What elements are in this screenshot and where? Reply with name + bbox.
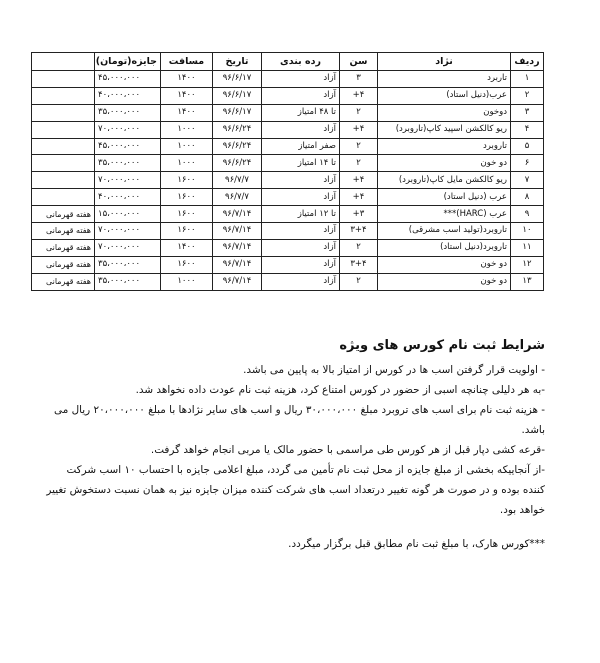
terms-item: -قرعه کشی دپار قبل از هر کورس طی مراسمی با حضور مالک یا مربی انجام خواهد گرفت. — [150, 444, 545, 456]
cell-row-number: ۱۱ — [511, 239, 544, 256]
table-row — [32, 87, 544, 104]
cell-age: ۳ — [340, 71, 378, 88]
header-row-number: ردیف — [511, 53, 544, 71]
cell-notes — [32, 138, 95, 155]
cell-distance: ۱۰۰۰ — [161, 273, 213, 290]
table-row — [32, 172, 544, 189]
table-row — [32, 71, 544, 88]
cell-distance: ۱۴۰۰ — [161, 239, 213, 256]
table-row — [32, 239, 544, 256]
cell-prize: ۷۰،۰۰۰،۰۰۰ — [95, 239, 161, 256]
cell-age: ۲ — [340, 273, 378, 290]
cell-notes: هفته قهرمانی — [32, 256, 95, 273]
cell-age: ۴+ — [340, 121, 378, 138]
cell-date: ۹۶/۷/۷ — [213, 172, 262, 189]
cell-date: ۹۶/۶/۱۷ — [213, 87, 262, 104]
header-prize: جایزه(تومان) — [95, 53, 161, 71]
cell-row-number: ۸ — [511, 189, 544, 206]
cell-class: آزاد — [262, 71, 340, 88]
cell-distance: ۱۴۰۰ — [161, 71, 213, 88]
cell-prize: ۱۵،۰۰۰،۰۰۰ — [95, 206, 161, 223]
cell-age: ۳+ — [340, 206, 378, 223]
header-age: سن — [340, 53, 378, 71]
table-row — [32, 138, 544, 155]
cell-date: ۹۶/۶/۲۴ — [213, 121, 262, 138]
cell-breed: عرب(دنیل استاد) — [378, 87, 511, 104]
cell-notes — [32, 172, 95, 189]
cell-notes — [32, 104, 95, 121]
race-schedule-table-container — [31, 52, 543, 291]
cell-distance: ۱۰۰۰ — [161, 121, 213, 138]
cell-breed: تاروبرد(تولید اسب مشرقی) — [378, 223, 511, 240]
cell-class: تا ۱۴ امتیاز — [262, 155, 340, 172]
cell-breed: دو خون — [378, 256, 511, 273]
cell-row-number: ۱۰ — [511, 223, 544, 240]
cell-prize: ۳۵،۰۰۰،۰۰۰ — [95, 104, 161, 121]
cell-date: ۹۶/۷/۱۴ — [213, 206, 262, 223]
cell-prize: ۴۵،۰۰۰،۰۰۰ — [95, 71, 161, 88]
table-row — [32, 121, 544, 138]
cell-prize: ۳۵،۰۰۰،۰۰۰ — [95, 155, 161, 172]
header-notes — [32, 53, 95, 71]
cell-class: آزاد — [262, 239, 340, 256]
cell-distance: ۱۶۰۰ — [161, 206, 213, 223]
terms-title: شرایط ثبت نام کورس های ویژه — [339, 338, 545, 353]
header-breed: نژاد — [378, 53, 511, 71]
cell-breed: تاروبرد — [378, 138, 511, 155]
terms-item: -از آنجاییکه بخشی از مبلغ جایزه از محل ثبت نام تأمین می گردد، مبلغ اعلامی جایزه با احتساب ۱۰ اسب شرکت کننده بوده و در صورت هر گونه تغییر درتعداد اسب های شرکت کننده میزان جایزه نیز به همان نسبت دستخوش تغییر خواهد بود. — [46, 464, 545, 516]
cell-notes — [32, 71, 95, 88]
header-distance: مسافت — [161, 53, 213, 71]
cell-prize: ۴۰،۰۰۰،۰۰۰ — [95, 87, 161, 104]
cell-prize: ۴۰،۰۰۰،۰۰۰ — [95, 189, 161, 206]
cell-breed: دوخون — [378, 104, 511, 121]
cell-breed: دو خون — [378, 273, 511, 290]
cell-notes — [32, 189, 95, 206]
table-row — [32, 189, 544, 206]
cell-age: ۲ — [340, 155, 378, 172]
cell-class: آزاد — [262, 121, 340, 138]
cell-prize: ۳۵،۰۰۰،۰۰۰ — [95, 256, 161, 273]
cell-row-number: ۷ — [511, 172, 544, 189]
cell-date: ۹۶/۶/۲۴ — [213, 155, 262, 172]
cell-age: ۳+۴ — [340, 223, 378, 240]
cell-class: تا ۴۸ امتیاز — [262, 104, 340, 121]
cell-distance: ۱۶۰۰ — [161, 189, 213, 206]
cell-prize: ۷۰،۰۰۰،۰۰۰ — [95, 172, 161, 189]
race-schedule-table — [31, 52, 544, 291]
table-row — [32, 155, 544, 172]
cell-breed: دو خون — [378, 155, 511, 172]
cell-age: ۴+ — [340, 87, 378, 104]
cell-date: ۹۶/۷/۱۴ — [213, 223, 262, 240]
cell-class: آزاد — [262, 172, 340, 189]
cell-date: ۹۶/۷/۷ — [213, 189, 262, 206]
cell-date: ۹۶/۶/۲۴ — [213, 138, 262, 155]
table-row — [32, 206, 544, 223]
cell-row-number: ۱ — [511, 71, 544, 88]
cell-notes: هفته قهرمانی — [32, 239, 95, 256]
cell-date: ۹۶/۶/۱۷ — [213, 104, 262, 121]
harc-footnote: ***کورس هارک، با مبلغ ثبت نام مطابق قبل برگزار میگردد. — [288, 538, 545, 550]
cell-breed: عرب (دنیل استاد) — [378, 189, 511, 206]
cell-distance: ۱۴۰۰ — [161, 87, 213, 104]
cell-age: ۲ — [340, 138, 378, 155]
header-class: رده بندی — [262, 53, 340, 71]
cell-row-number: ۹ — [511, 206, 544, 223]
cell-age: ۴+ — [340, 172, 378, 189]
cell-class: آزاد — [262, 223, 340, 240]
table-row — [32, 273, 544, 290]
cell-class: آزاد — [262, 87, 340, 104]
cell-notes — [32, 155, 95, 172]
table-row — [32, 256, 544, 273]
cell-notes — [32, 121, 95, 138]
cell-distance: ۱۶۰۰ — [161, 256, 213, 273]
cell-row-number: ۲ — [511, 87, 544, 104]
cell-age: ۲ — [340, 239, 378, 256]
cell-breed: تاربرد — [378, 71, 511, 88]
cell-class: تا ۱۲ امتیاز — [262, 206, 340, 223]
table-header-row — [32, 53, 544, 71]
cell-age: ۳+۴ — [340, 256, 378, 273]
cell-notes: هفته قهرمانی — [32, 273, 95, 290]
header-date: تاریخ — [213, 53, 262, 71]
cell-class: صفر امتیاز — [262, 138, 340, 155]
cell-date: ۹۶/۷/۱۴ — [213, 239, 262, 256]
cell-breed: ریو کالکشن اسپید کاپ(تاروبرد) — [378, 121, 511, 138]
cell-distance: ۱۰۰۰ — [161, 138, 213, 155]
cell-date: ۹۶/۶/۱۷ — [213, 71, 262, 88]
cell-breed: ریو کالکشن مایل کاپ(تاروبرد) — [378, 172, 511, 189]
cell-date: ۹۶/۷/۱۴ — [213, 256, 262, 273]
cell-breed: عرب (HARC)*** — [378, 206, 511, 223]
table-row — [32, 104, 544, 121]
cell-notes: هفته قهرمانی — [32, 206, 95, 223]
registration-terms — [42, 338, 545, 554]
cell-class: آزاد — [262, 189, 340, 206]
cell-distance: ۱۶۰۰ — [161, 223, 213, 240]
cell-prize: ۷۰،۰۰۰،۰۰۰ — [95, 121, 161, 138]
cell-row-number: ۳ — [511, 104, 544, 121]
cell-prize: ۷۰،۰۰۰،۰۰۰ — [95, 223, 161, 240]
terms-item: - اولویت قرار گرفتن اسب ها در کورس از امتیاز بالا به پایین می باشد. — [243, 364, 545, 376]
cell-row-number: ۴ — [511, 121, 544, 138]
cell-age: ۲ — [340, 104, 378, 121]
cell-notes — [32, 87, 95, 104]
cell-row-number: ۵ — [511, 138, 544, 155]
table-body — [32, 71, 544, 291]
cell-prize: ۳۵،۰۰۰،۰۰۰ — [95, 273, 161, 290]
cell-age: ۴+ — [340, 189, 378, 206]
cell-distance: ۱۰۰۰ — [161, 155, 213, 172]
cell-distance: ۱۴۰۰ — [161, 104, 213, 121]
cell-class: آزاد — [262, 273, 340, 290]
cell-prize: ۴۵،۰۰۰،۰۰۰ — [95, 138, 161, 155]
cell-date: ۹۶/۷/۱۴ — [213, 273, 262, 290]
terms-item: -به هر دلیلی چنانچه اسبی از حضور در کورس امتناع کرد، هزینه ثبت نام عودت داده نخواهد شد. — [135, 384, 545, 396]
cell-row-number: ۱۲ — [511, 256, 544, 273]
terms-item: - هزینه ثبت نام برای اسب های تروبرد مبلغ ۳۰،۰۰۰،۰۰۰ ریال و اسب های سایر نژادها با مبلغ ۲۰،۰۰۰،۰۰۰ ریال می باشد. — [54, 404, 545, 436]
cell-class: آزاد — [262, 256, 340, 273]
cell-notes: هفته قهرمانی — [32, 223, 95, 240]
table-row — [32, 223, 544, 240]
cell-distance: ۱۶۰۰ — [161, 172, 213, 189]
cell-breed: تاروبرد(دنیل استاد) — [378, 239, 511, 256]
cell-row-number: ۱۳ — [511, 273, 544, 290]
cell-row-number: ۶ — [511, 155, 544, 172]
